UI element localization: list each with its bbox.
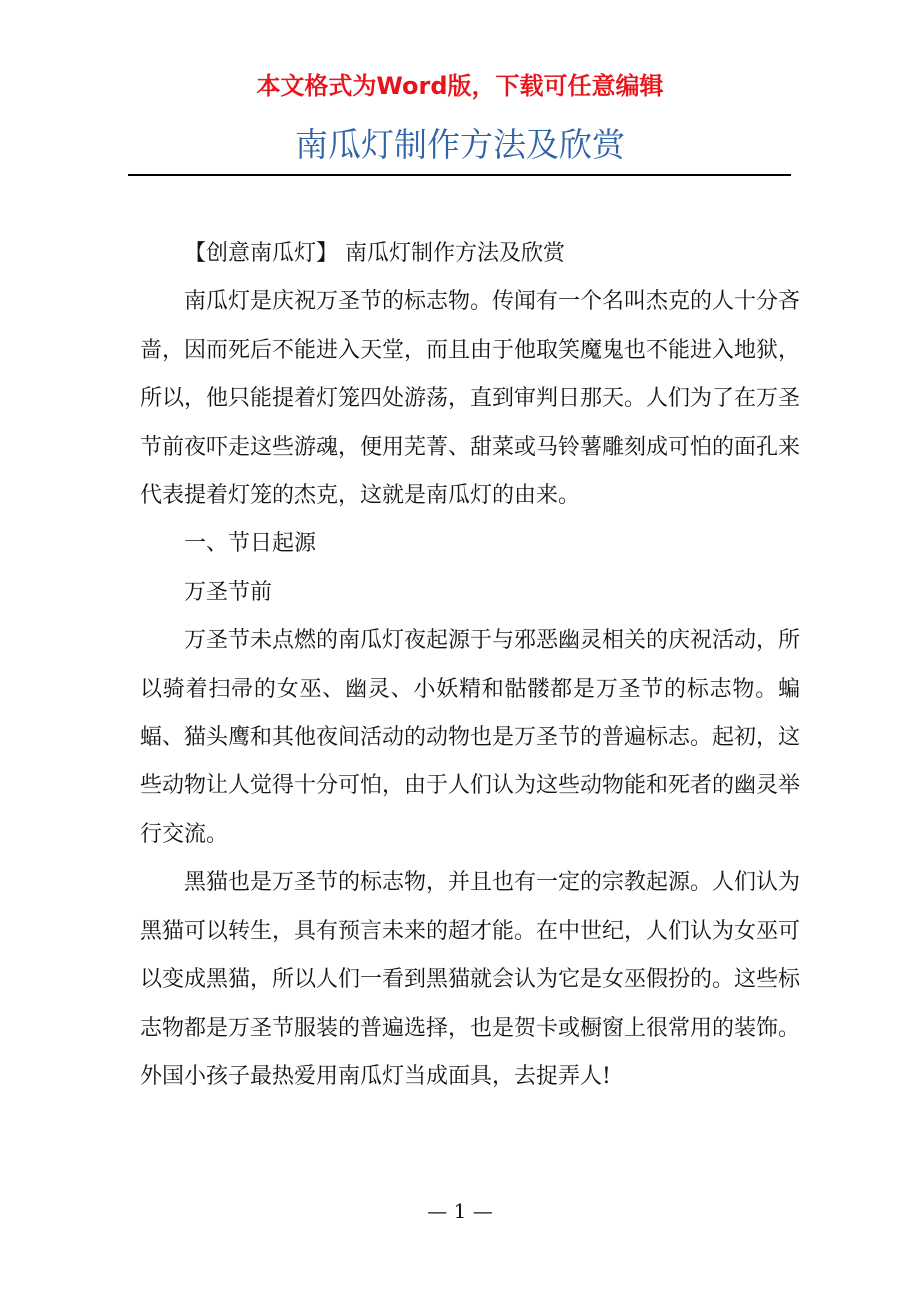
paragraph-origin: 万圣节未点燃的南瓜灯夜起源于与邪恶幽灵相关的庆祝活动，所以骑着扫帚的女巫、幽灵、小妖精和骷髅都是万圣节的标志物。蝙蝠、猫头鹰和其他夜间活动的动物也是万圣节的普遍标志。起初，这些动物让人觉得十分可怕，由于人们认为这些动物能和死者的幽灵举行交流。	[140, 628, 801, 847]
document-body	[140, 230, 800, 1101]
paragraph-subtitle: 【创意南瓜灯】 南瓜灯制作方法及欣赏	[184, 241, 565, 266]
format-notice-banner: 本文格式为Word版，下载可任意编辑	[256, 72, 664, 100]
document-title: 南瓜灯制作方法及欣赏	[295, 125, 625, 164]
paragraph-black-cat: 黑猫也是万圣节的标志物，并且也有一定的宗教起源。人们认为黑猫可以转生，具有预言未来的超才能。在中世纪，人们认为女巫可以变成黑猫，所以人们一看到黑猫就会认为它是女巫假扮的。这些标志物都是万圣节服装的普遍选择，也是贺卡或橱窗上很常用的装饰。外国小孩子最热爱用南瓜灯当成面具，去捉弄人!	[140, 870, 801, 1089]
header-divider	[128, 174, 791, 176]
page-number: — 1 —	[427, 1199, 493, 1223]
subsection-heading: 万圣节前	[184, 579, 273, 605]
paragraph-intro: 南瓜灯是庆祝万圣节的标志物。传闻有一个名叫杰克的人十分吝啬，因而死后不能进入天堂，而且由于他取笑魔鬼也不能进入地狱，所以，他只能提着灯笼四处游荡，直到审判日那天。人们为了在万圣节前夜吓走这些游魂，便用芜菁、甜菜或马铃薯雕刻成可怕的面孔来代表提着灯笼的杰克，这就是南瓜灯的由来。	[140, 289, 801, 509]
section-heading: 一、节日起源	[184, 531, 317, 557]
